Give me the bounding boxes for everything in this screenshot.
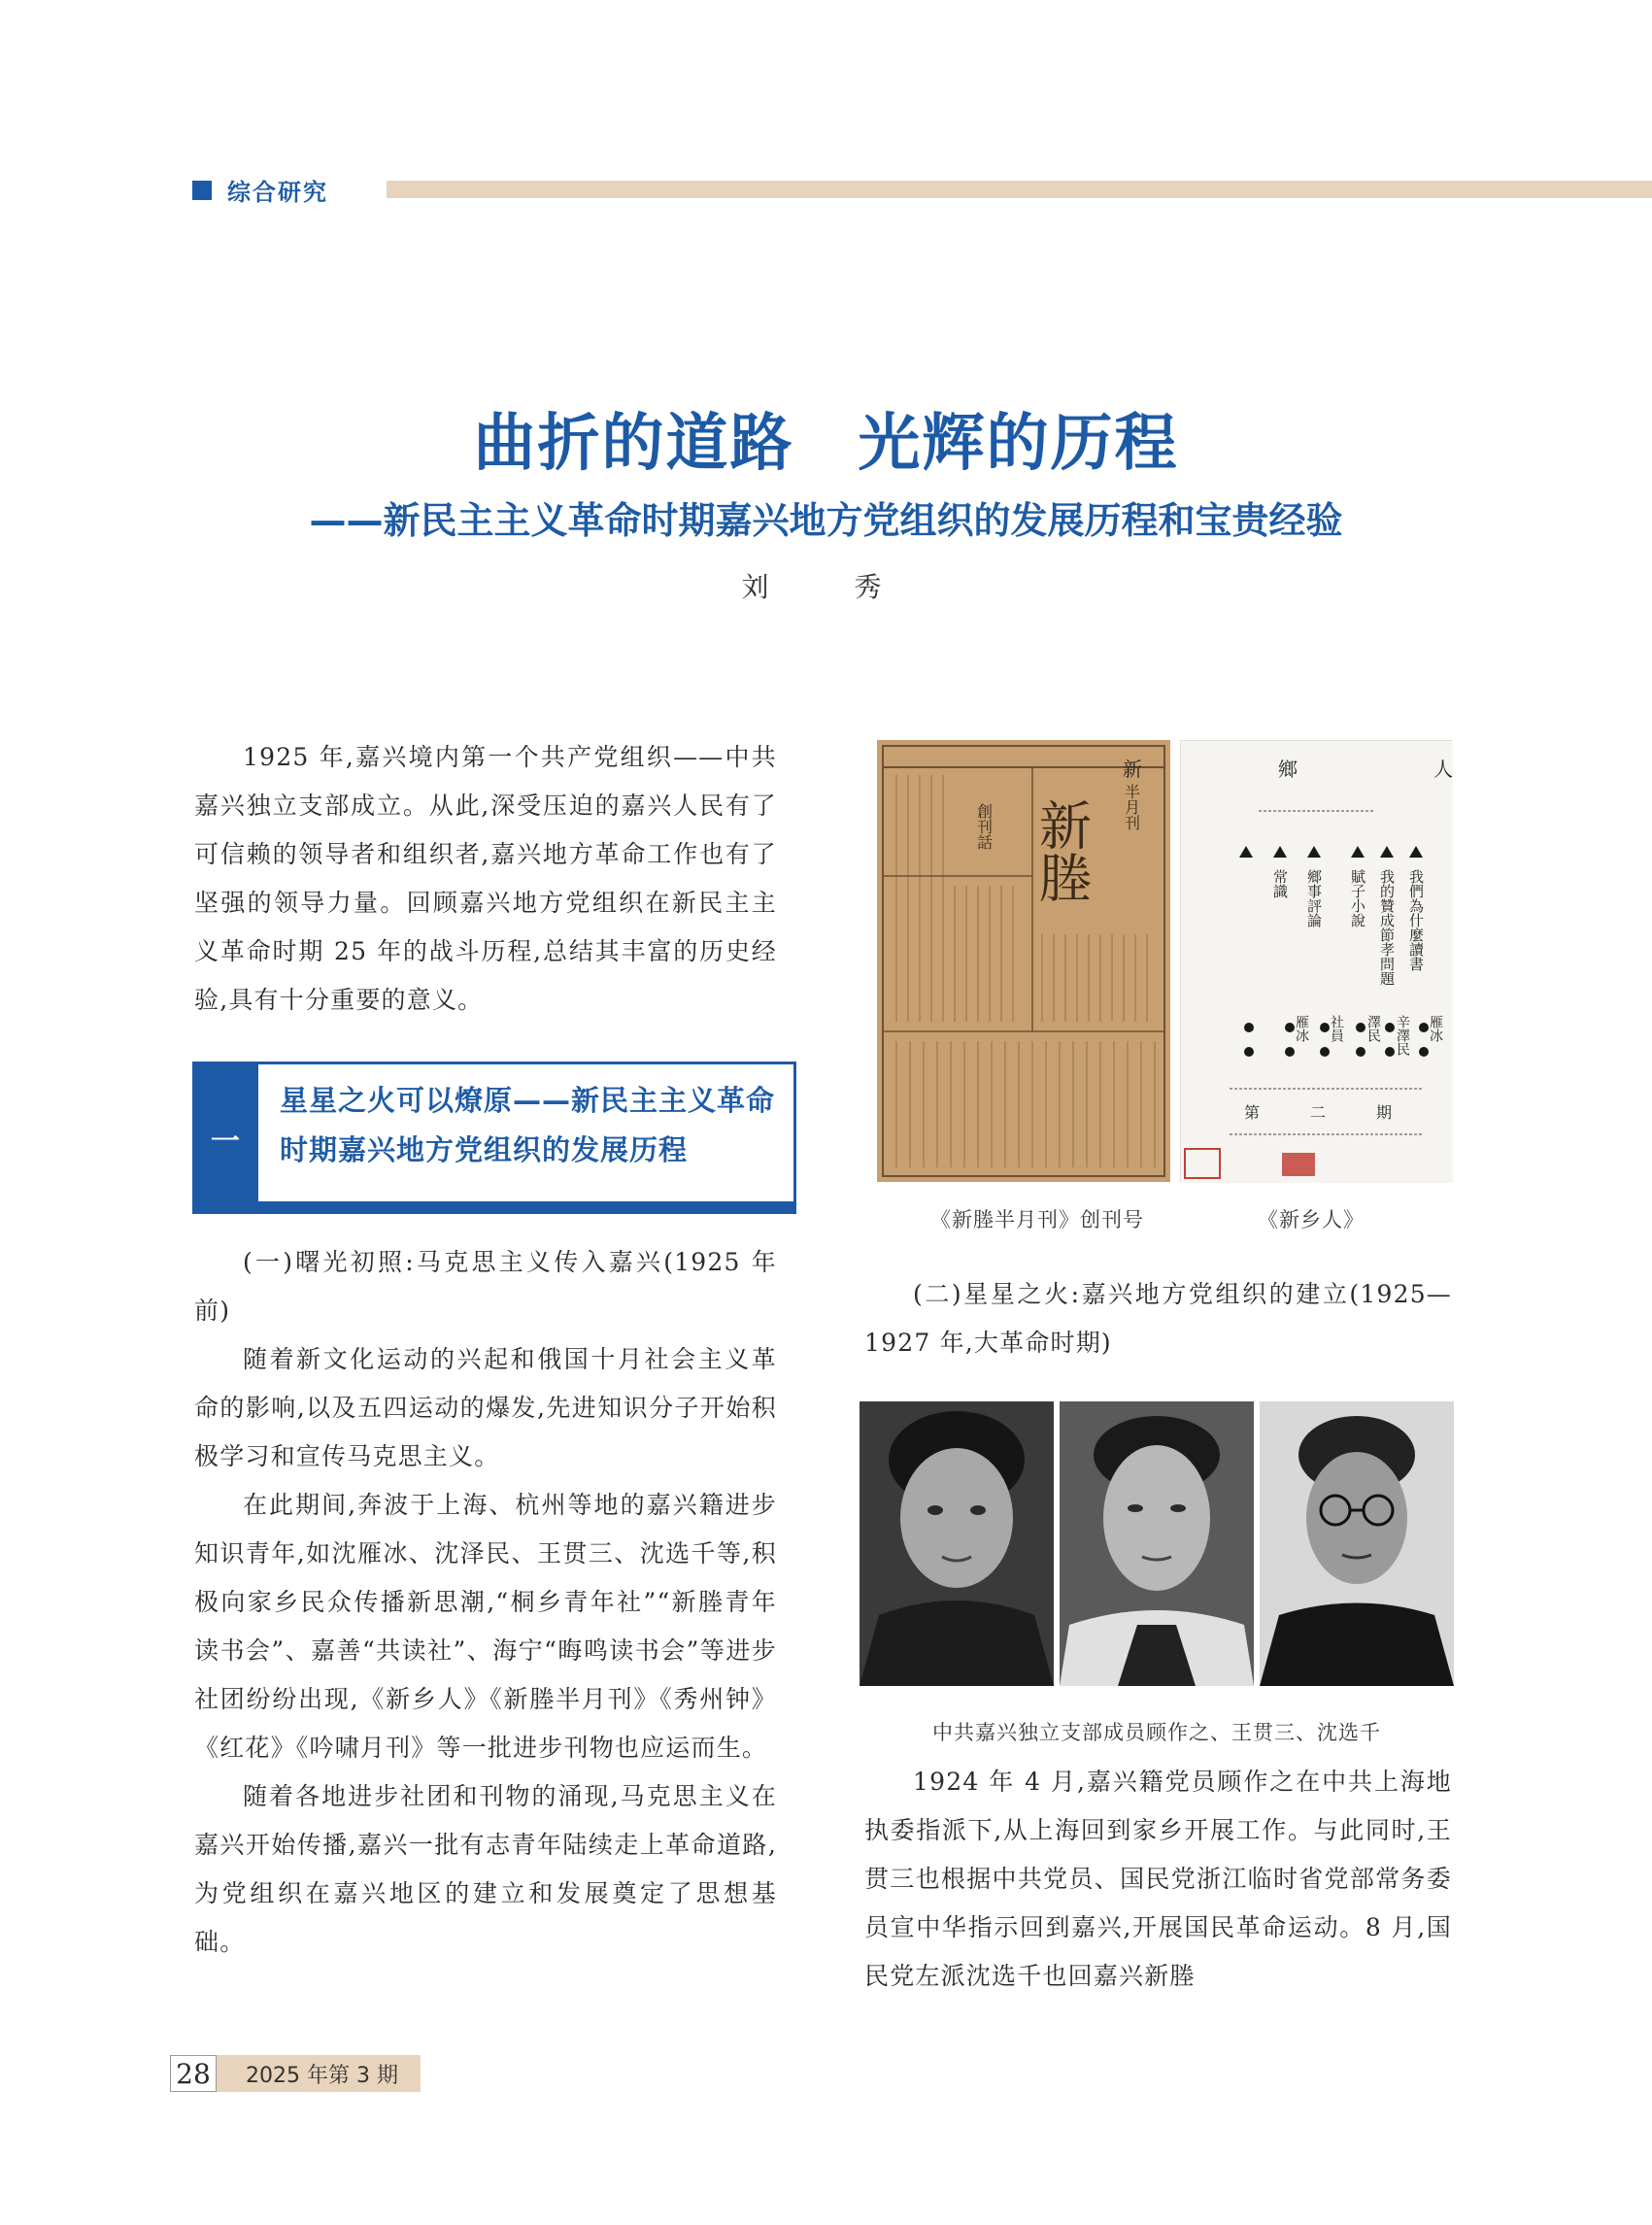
issue-label: 2025 年第 3 期 <box>217 2055 421 2092</box>
newspaper-side-label: 半月刊 <box>1122 784 1141 830</box>
subheading-1: (一)曙光初照:马克思主义传入嘉兴(1925 年前) <box>194 1248 777 1325</box>
xinxiangren-issue: 第 二 期 <box>1243 1103 1410 1122</box>
header-rule-bar <box>387 181 1652 198</box>
section-marker-square <box>192 181 212 200</box>
caption-xinxiangren: 《新乡人》 <box>1258 1208 1365 1231</box>
newspaper-masthead: 新塍 <box>1030 798 1093 903</box>
caption-newspaper: 《新塍半月刊》创刊号 <box>930 1208 1144 1231</box>
paragraph-3: 随着各地进步社团和刊物的涌现,马克思主义在嘉兴开始传播,嘉兴一批有志青年陆续走上革命道路,为党组织在嘉兴地区的建立和发展奠定了思想基础。 <box>194 1782 777 1956</box>
section-heading-title: 星星之火可以燎原——新民主主义革命时期嘉兴地方党组织的发展历程 <box>280 1084 776 1166</box>
xinxiangren-item: 我的贊成節孝問題 <box>1378 869 1396 986</box>
section-box-bottom-bar <box>192 1201 796 1214</box>
xinxiangren-author: 雁冰 <box>1428 1015 1443 1042</box>
xinxiangren-item: 賦子小說 <box>1349 869 1366 927</box>
xinxiangren-author: 雁冰 <box>1294 1015 1309 1042</box>
xinxiangren-item: 鄉事評論 <box>1305 869 1323 927</box>
article-author: 刘 秀 <box>741 571 911 603</box>
left-column-body <box>194 1238 777 1967</box>
caption-portraits: 中共嘉兴独立支部成员顾作之、王贯三、沈选千 <box>932 1721 1381 1744</box>
intro-paragraph: 1925 年,嘉兴境内第一个共产党组织——中共嘉兴独立支部成立。从此,深受压迫的嘉兴人民有了可信赖的领导者和组织者,嘉兴地方革命工作也有了坚强的领导力量。回顾嘉兴地方党组织在新民主主义革命时期 25 年的战斗历程,总结其丰富的历史经验,具有十分重要的意义。 <box>194 743 777 1014</box>
xinxiangren-author: 辛澤民 <box>1395 1015 1410 1056</box>
article-subtitle: ——新民主主义革命时期嘉兴地方党组织的发展历程和宝贵经验 <box>309 499 1343 542</box>
article-title: 曲折的道路 光辉的历程 <box>473 407 1179 480</box>
portrait-gu-zuozhi <box>860 1401 1054 1686</box>
portrait-shen-xuanqian <box>1260 1401 1454 1686</box>
newspaper-column-title: 創刊話 <box>974 803 994 850</box>
section-number: 一 <box>192 1062 258 1214</box>
left-column-intro <box>194 733 777 1025</box>
right-column-body <box>864 1758 1452 2001</box>
xinxiangren-author: 社員 <box>1329 1015 1344 1042</box>
section-label: 综合研究 <box>227 179 328 206</box>
newspaper-image-xincheng <box>877 740 1170 1182</box>
portrait-photos-group <box>860 1401 1454 1686</box>
xinxiangren-author: 澤民 <box>1365 1015 1381 1042</box>
xinxiangren-item: 我們為什麼讀書 <box>1407 869 1425 971</box>
xinxiangren-title: 新 鄉 人 <box>1123 758 1511 781</box>
xinxiangren-item: 常識 <box>1271 869 1289 898</box>
newspaper-illustration <box>877 740 1170 1182</box>
portrait-wang-guansan <box>1060 1401 1254 1686</box>
paragraph-1: 随着新文化运动的兴起和俄国十月社会主义革命的影响,以及五四运动的爆发,先进知识分子开始积极学习和宣传马克思主义。 <box>194 1345 777 1470</box>
paragraph-4: 1924 年 4 月,嘉兴籍党员顾作之在中共上海地执委指派下,从上海回到家乡开展工作。与此同时,王贯三也根据中共党员、国民党浙江临时省党部常务委员宣中华指示回到嘉兴,开展国民革命运动。8 月,国民党左派沈选千也回嘉兴新塍 <box>864 1768 1452 1990</box>
subheading-2: (二)星星之火:嘉兴地方党组织的建立(1925—1927 年,大革命时期) <box>864 1280 1452 1357</box>
paragraph-2: 在此期间,奔波于上海、杭州等地的嘉兴籍进步知识青年,如沈雁冰、沈泽民、王贯三、沈选千等,积极向家乡民众传播新思潮,“桐乡青年社”“新塍青年读书会”、嘉善“共读社”、海宁“晦鸣读书会”等进步社团纷纷出现,《新乡人》《新塍半月刊》《秀州钟》《红花》《吟啸月刊》等一批进步刊物也应运而生。 <box>194 1491 777 1762</box>
right-column-subheading <box>864 1270 1452 1367</box>
page-number: 28 <box>170 2055 217 2092</box>
